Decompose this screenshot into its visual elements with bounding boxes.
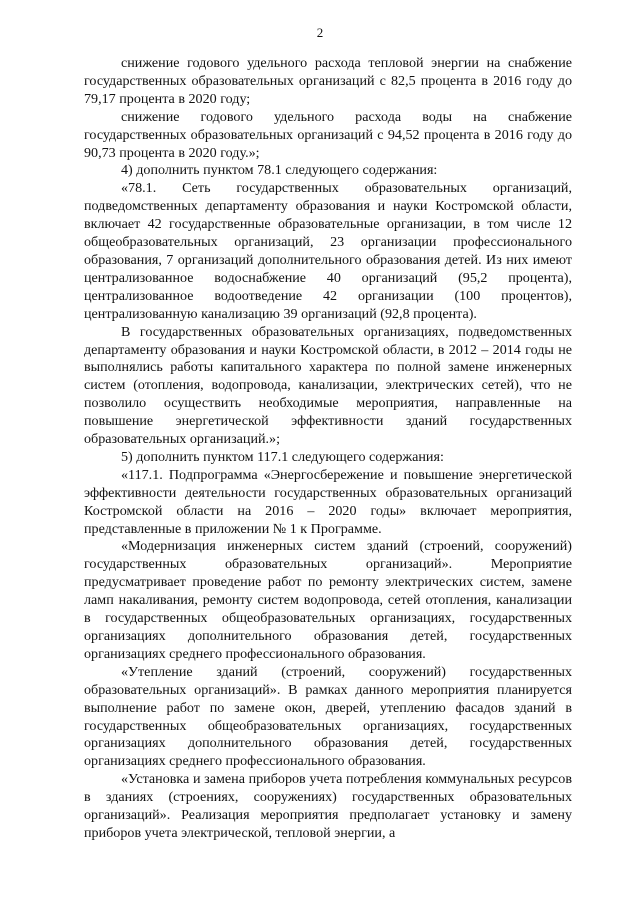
paragraph-amend-5: 5) дополнить пунктом 117.1 следующего содержания:: [121, 448, 444, 465]
document-body: [84, 55, 572, 843]
paragraph-modernization: «Модернизация инженерных систем зданий (строений, сооружений) государственных образовательных организаций». Мероприятие предусматривает проведение работ по ремонту электрических систем, замене ламп накаливания, ремонту систем водопровода, сетей отопления, канализации в государственных общеобразовательных организациях, государственных организациях дополнительного образования детей, государственных организациях среднего профессионального образования.: [84, 538, 572, 662]
paragraph-water: снижение годового удельного расхода воды на снабжение государственных образовательных организаций с 94,52 процента в 2016 году до 90,73 процента в 2020 году.»;: [84, 108, 572, 161]
paragraph-amend-4: 4) дополнить пунктом 78.1 следующего содержания:: [121, 162, 438, 179]
paragraph-117-1: «117.1. Подпрограмма «Энергосбережение и повышение энергетической эффективности деятельности государственных образовательных организаций Костромской области на 2016 – 2020 годы» включает мероприятия, представленные в приложении № 1 к Программе.: [84, 466, 572, 537]
page-number: 2: [316, 25, 324, 40]
paragraph-insulation: «Утепление зданий (строений, сооружений) государственных образовательных организаций». В рамках данного мероприятия планируется выполнение работ по замене окон, дверей, утеплению фасадов зданий в государственных общеобразовательных организациях, государственных организациях дополнительного образования детей, государственных организациях среднего профессионального образования.: [84, 663, 572, 770]
paragraph-78-1: «78.1. Сеть государственных образовательных организаций, подведомственных департаменту образования и науки Костромской области, включает 42 государственные образовательные организации, в том числе 12 общеобразовательных организаций, 23 организации профессионального образования, 7 организаций дополнительного образования детей. Из них имеют централизованное водоснабжение 40 организаций (95,2 процента), централизованное водоотведение 42 организации (100 процентов), централизованную канализацию 39 организаций (92,8 процента).: [84, 180, 572, 322]
paragraph-metering: «Установка и замена приборов учета потребления коммунальных ресурсов в зданиях (строениях, сооружениях) государственных образовательных организаций». Реализация мероприятия предполагает установку и замену приборов учета электрической, тепловой энергии, а: [84, 771, 572, 841]
paragraph-heat-energy: снижение годового удельного расхода тепловой энергии на снабжение государственных образовательных организаций с 82,5 процента в 2016 году до 79,17 процента в 2020 году;: [84, 55, 572, 107]
paragraph-capital-works: В государственных образовательных организациях, подведомственных департаменту образования и науки Костромской области, в 2012 – 2014 годы не выполнялись работы капитального характера по полной замене инженерных систем (отопления, водопровода, канализации, электрических сетей), что не позволило осуществить необходимые мероприятия, направленные на повышение энергетической эффективности зданий государственных образовательных организаций.»;: [84, 323, 572, 448]
